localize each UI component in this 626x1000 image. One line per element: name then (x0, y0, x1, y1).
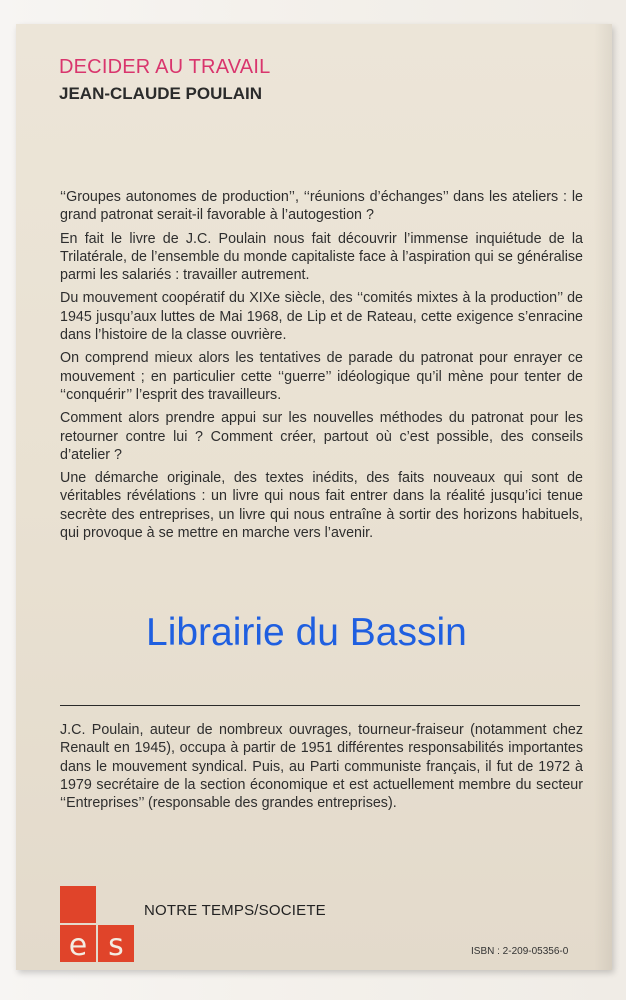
blurb-paragraph: Une démarche originale, des textes inédits, des faits nouveaux qui sont de véritables révélations : un livre qui nous fait entrer dans la réalité jusqu’ici tenue secrète des entreprises, un livre qui nous entraîne à sortir des horizons habituels, qui provoque à se mettre en marche vers l’avenir. (60, 470, 583, 542)
blurb-paragraph: Comment alors prendre appui sur les nouvelles méthodes du patronat pour les retourner contre lui ? Comment créer, partout où c’est possible, des conseils d’atelier ? (60, 410, 583, 463)
blurb-paragraph: Du mouvement coopératif du XIXe siècle, des ‘‘comités mixtes à la production’’ de 1945 jusqu’aux luttes de Mai 1968, de Lip et de Rateau, cette exigence s’enracine dans l’histoire de la classe ouvrière. (60, 290, 583, 344)
svg-text:e: e (68, 928, 88, 962)
book-back-cover (16, 24, 612, 970)
bookshop-watermark: Librairie du Bassin (146, 611, 467, 654)
divider-rule (60, 705, 580, 706)
book-author: JEAN-CLAUDE POULAIN (59, 84, 263, 103)
book-title: DECIDER AU TRAVAIL (59, 56, 271, 78)
blurb (60, 188, 583, 547)
author-bio: J.C. Poulain, auteur de nombreux ouvrages, tourneur-fraiseur (notamment chez Renault en 1945), occupa à partir de 1951 différentes responsabilités importantes dans le mouvement syndical. Puis, au Parti communiste français, il fut de 1972 à 1979 secrétaire de la section économique et est actuellement membre du secteur ‘‘Entreprises’’ (responsable des grandes entreprises). (60, 722, 583, 812)
blurb-paragraph: ‘‘Groupes autonomes de production’’, ‘‘réunions d’échanges’’ dans les ateliers : le grand patronat serait-il favorable à l’autogestion ? (60, 189, 583, 224)
blurb-paragraph: En fait le livre de J.C. Poulain nous fait découvrir l’immense inquiétude de la Trilatérale, de l’ensemble du monde capitaliste face à l’aspiration qui se généralise parmi les salariés : travailler autrement. (60, 230, 583, 284)
publisher-logo-icon (60, 886, 134, 962)
isbn: ISBN : 2-209-05356-0 (471, 946, 569, 957)
blurb-paragraph: On comprend mieux alors les tentatives de parade du patronat pour enrayer ce mouvement ; en particulier cette ‘‘guerre’’ idéologique qu’il mène pour tenter de ‘‘conquérir’’ l’esprit des travailleurs. (60, 350, 583, 403)
svg-text:s: s (108, 928, 124, 962)
series-name: NOTRE TEMPS/SOCIETE (144, 902, 326, 919)
